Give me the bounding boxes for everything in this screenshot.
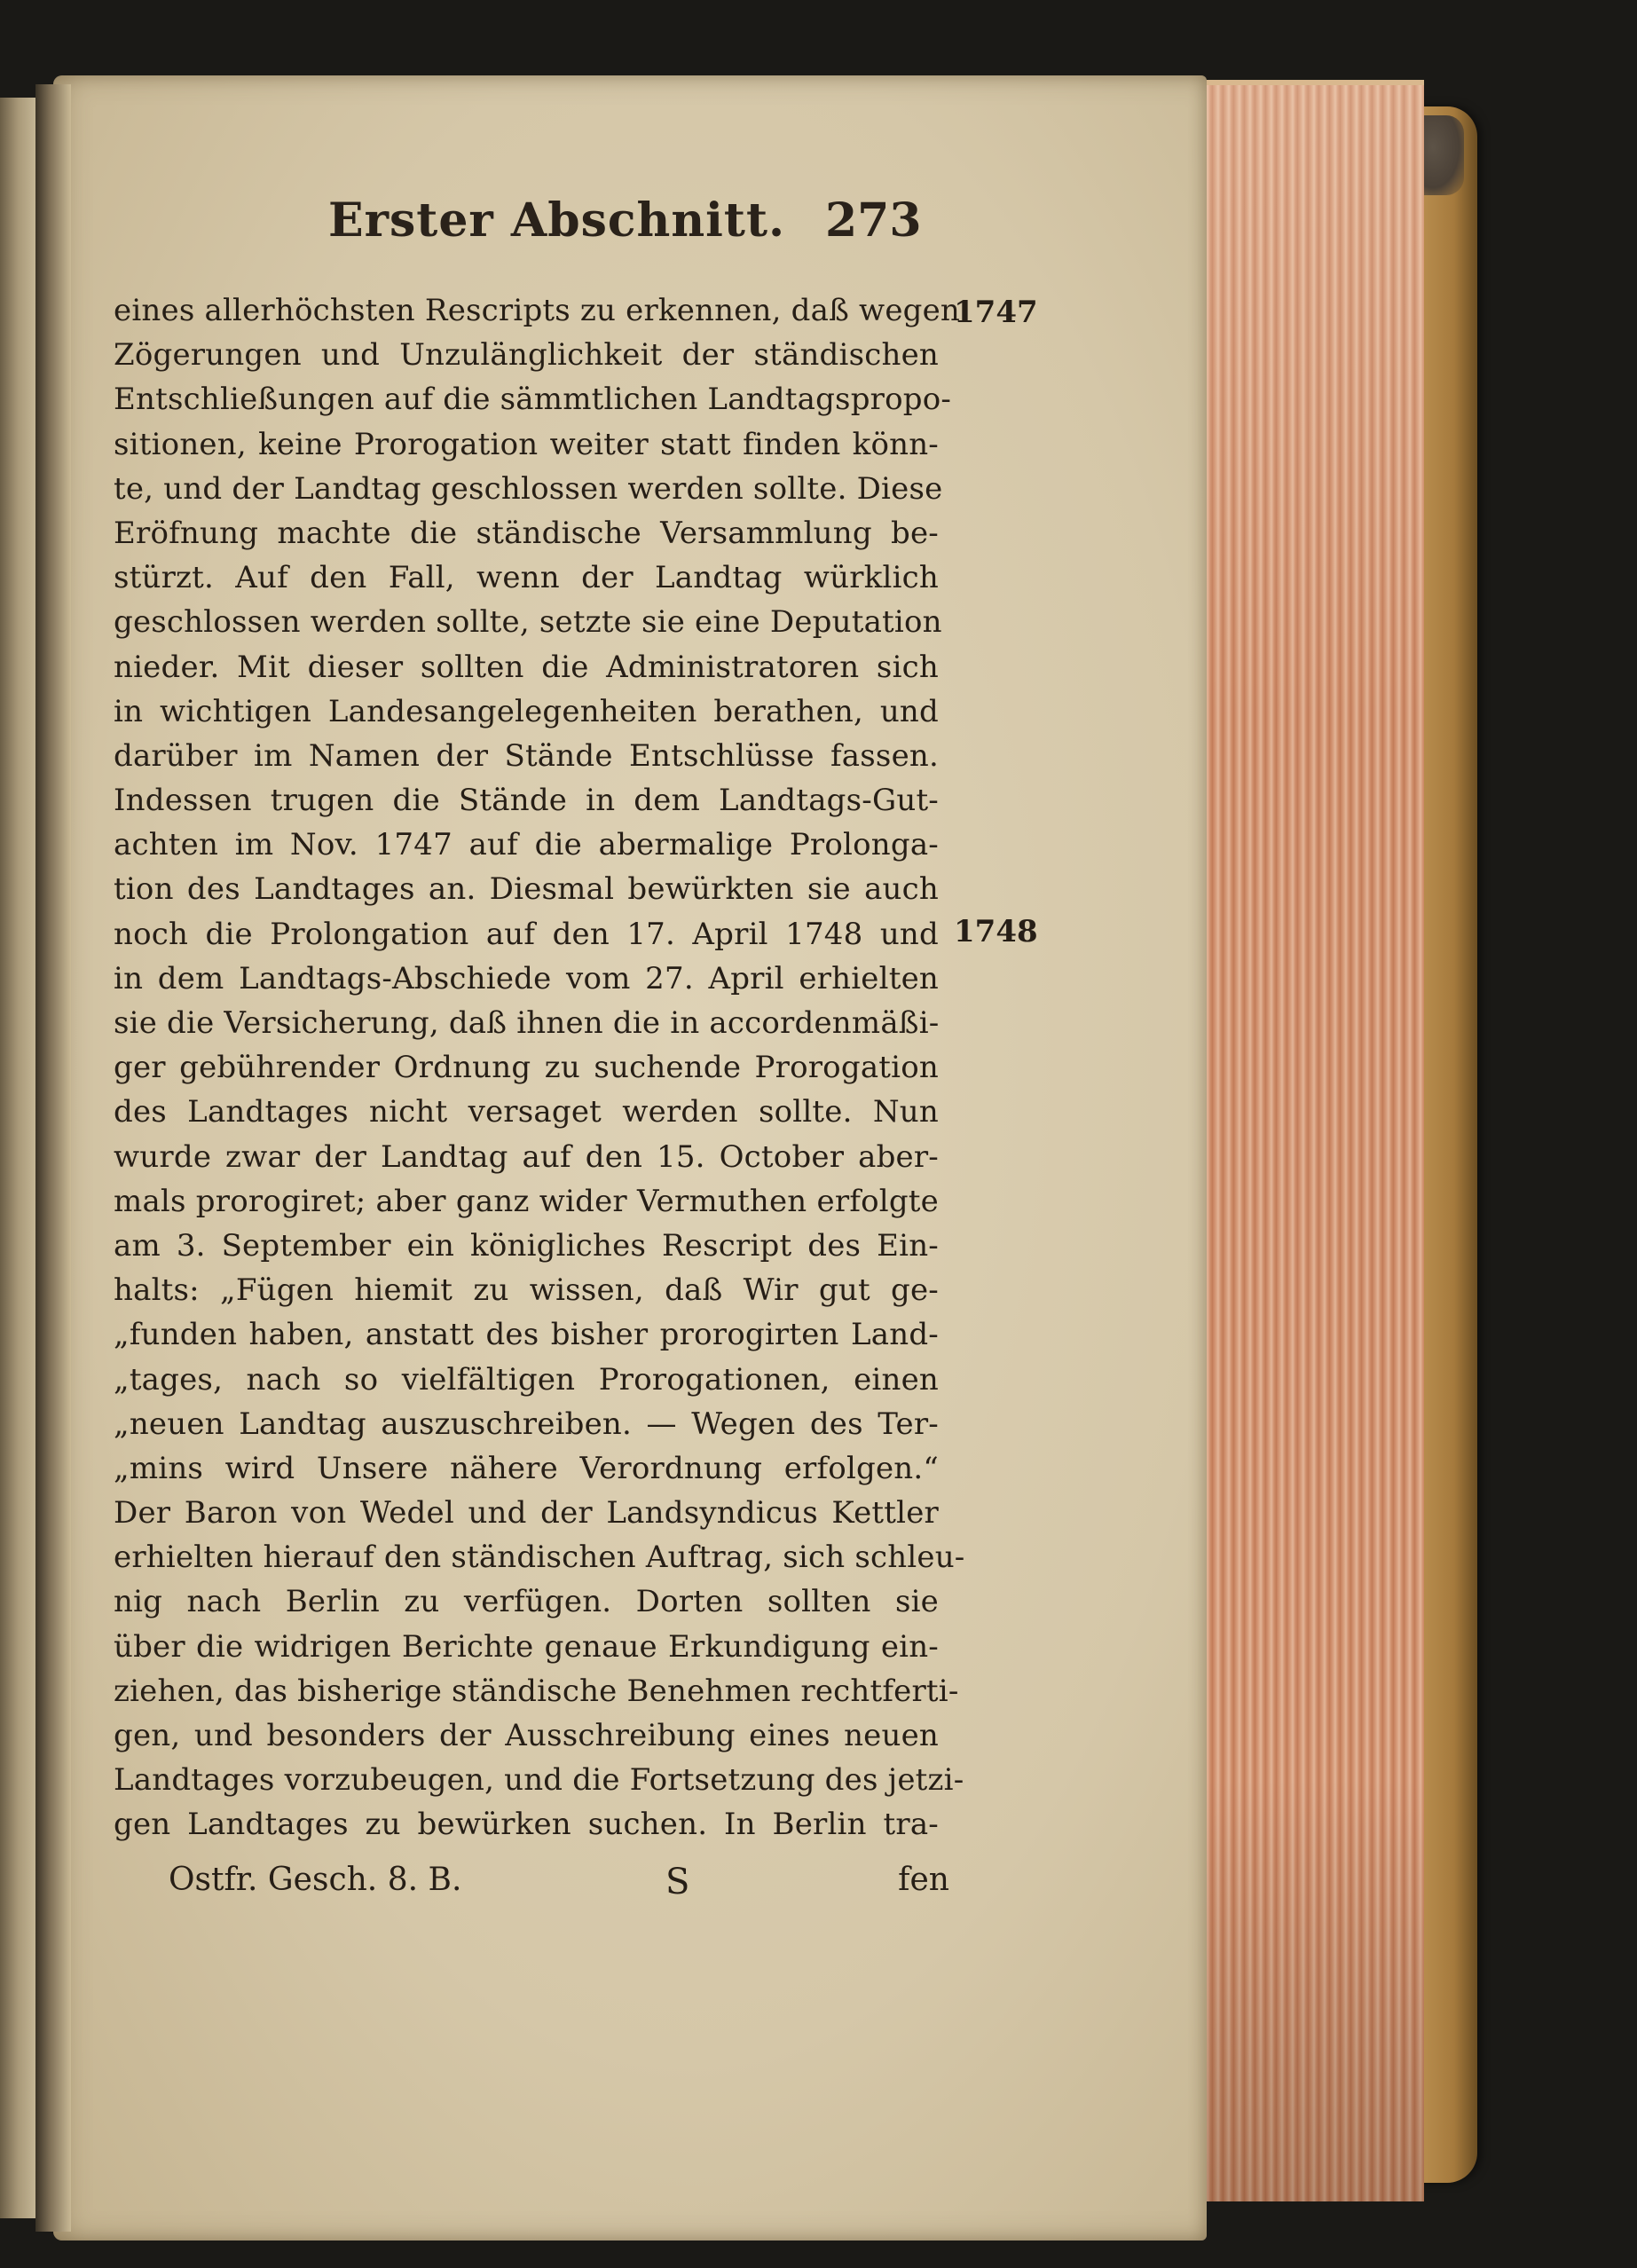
- sheet-mark: S: [665, 1862, 690, 1902]
- signature-mark: Ostfr. Gesch. 8. B.: [169, 1862, 462, 1898]
- text-line: Landtages vorzubeugen, und die Fortsetzung des jetzi-: [114, 1762, 964, 1799]
- text-line: gen, und besonders der Ausschreibung eines neuen: [114, 1718, 939, 1753]
- text-line: sie die Versicherung, daß ihnen die in accordenmäßi-: [114, 1005, 940, 1041]
- facing-page-edge: [0, 98, 40, 2218]
- text-line: achten im Nov. 1747 auf die abermalige Prolonga-: [114, 827, 939, 863]
- catchword: fen: [898, 1862, 949, 1898]
- text-line: „mins wird Unsere nähere Verordnung erfolgen.“: [114, 1450, 939, 1486]
- text-line: halts: „Fügen hiemit zu wissen, daß Wir gut ge-: [114, 1272, 939, 1309]
- margin-year-note: 1748: [954, 914, 1038, 949]
- text-line: nig nach Berlin zu verfügen. Dorten sollten sie: [114, 1584, 939, 1620]
- page-footer: [169, 1862, 949, 1915]
- text-line: geschlossen werden sollte, setzte sie eine Deputation: [114, 604, 942, 641]
- text-line: in dem Landtags-Abschiede vom 27. April erhielten: [114, 960, 939, 996]
- text-line: in wichtigen Landesangelegenheiten berathen, und: [114, 693, 939, 729]
- page-number: 273: [825, 193, 922, 248]
- text-line: te, und der Landtag geschlossen werden sollte. Diese: [114, 470, 943, 507]
- body-text: [114, 288, 965, 1847]
- page-header: [328, 193, 949, 264]
- text-line: ger gebührender Ordnung zu suchende Prorogation: [114, 1050, 939, 1086]
- text-line: „tages, nach so vielfältigen Prorogationen, einen: [114, 1361, 939, 1398]
- text-line: gen Landtages zu bewürken suchen. In Berlin tra-: [114, 1807, 939, 1843]
- text-line: tion des Landtages an. Diesmal bewürkten sie auch: [114, 871, 939, 908]
- text-line: erhielten hierauf den ständischen Auftrag, sich schleu-: [114, 1540, 965, 1576]
- text-line: Indessen trugen die Stände in dem Landtags-Gut-: [114, 783, 939, 819]
- text-line: nieder. Mit dieser sollten die Administratoren sich: [114, 649, 939, 685]
- text-line: Eröfnung machte die ständische Versammlung be-: [114, 515, 939, 551]
- text-line: am 3. September ein königliches Rescript des Ein-: [114, 1227, 939, 1264]
- margin-year-note: 1747: [954, 295, 1038, 330]
- text-line: noch die Prolongation auf den 17. April 1748 und: [114, 916, 939, 952]
- text-line: sitionen, keine Prorogation weiter statt finden könn-: [114, 426, 939, 462]
- text-line: Entschließungen auf die sämmtlichen Landtagspropo-: [114, 382, 952, 418]
- text-line: ziehen, das bisherige ständische Benehmen rechtferti-: [114, 1673, 959, 1709]
- text-line: mals prorogiret; aber ganz wider Vermuthen erfolgte: [114, 1183, 939, 1219]
- page-fore-edge: [1202, 80, 1424, 2201]
- running-head: Erster Abschnitt.: [328, 193, 786, 248]
- text-line: darüber im Namen der Stände Entschlüsse fassen.: [114, 737, 939, 774]
- text-line: Der Baron von Wedel und der Landsyndicus Kettler: [114, 1495, 939, 1532]
- text-line: „neuen Landtag auszuschreiben. — Wegen des Ter-: [114, 1406, 939, 1442]
- text-line: des Landtages nicht versaget werden sollte. Nun: [114, 1094, 939, 1130]
- text-line: stürzt. Auf den Fall, wenn der Landtag würklich: [114, 560, 939, 596]
- page-gutter: [35, 84, 71, 2232]
- text-line: „funden haben, anstatt des bisher prorogirten Land-: [114, 1317, 939, 1353]
- text-line: eines allerhöchsten Rescripts zu erkennen, daß wegen: [114, 293, 961, 328]
- text-line: wurde zwar der Landtag auf den 15. October aber-: [114, 1138, 939, 1175]
- text-line: Zögerungen und Unzulänglichkeit der ständischen: [114, 337, 939, 374]
- text-line: über die widrigen Berichte genaue Erkundigung ein-: [114, 1628, 939, 1665]
